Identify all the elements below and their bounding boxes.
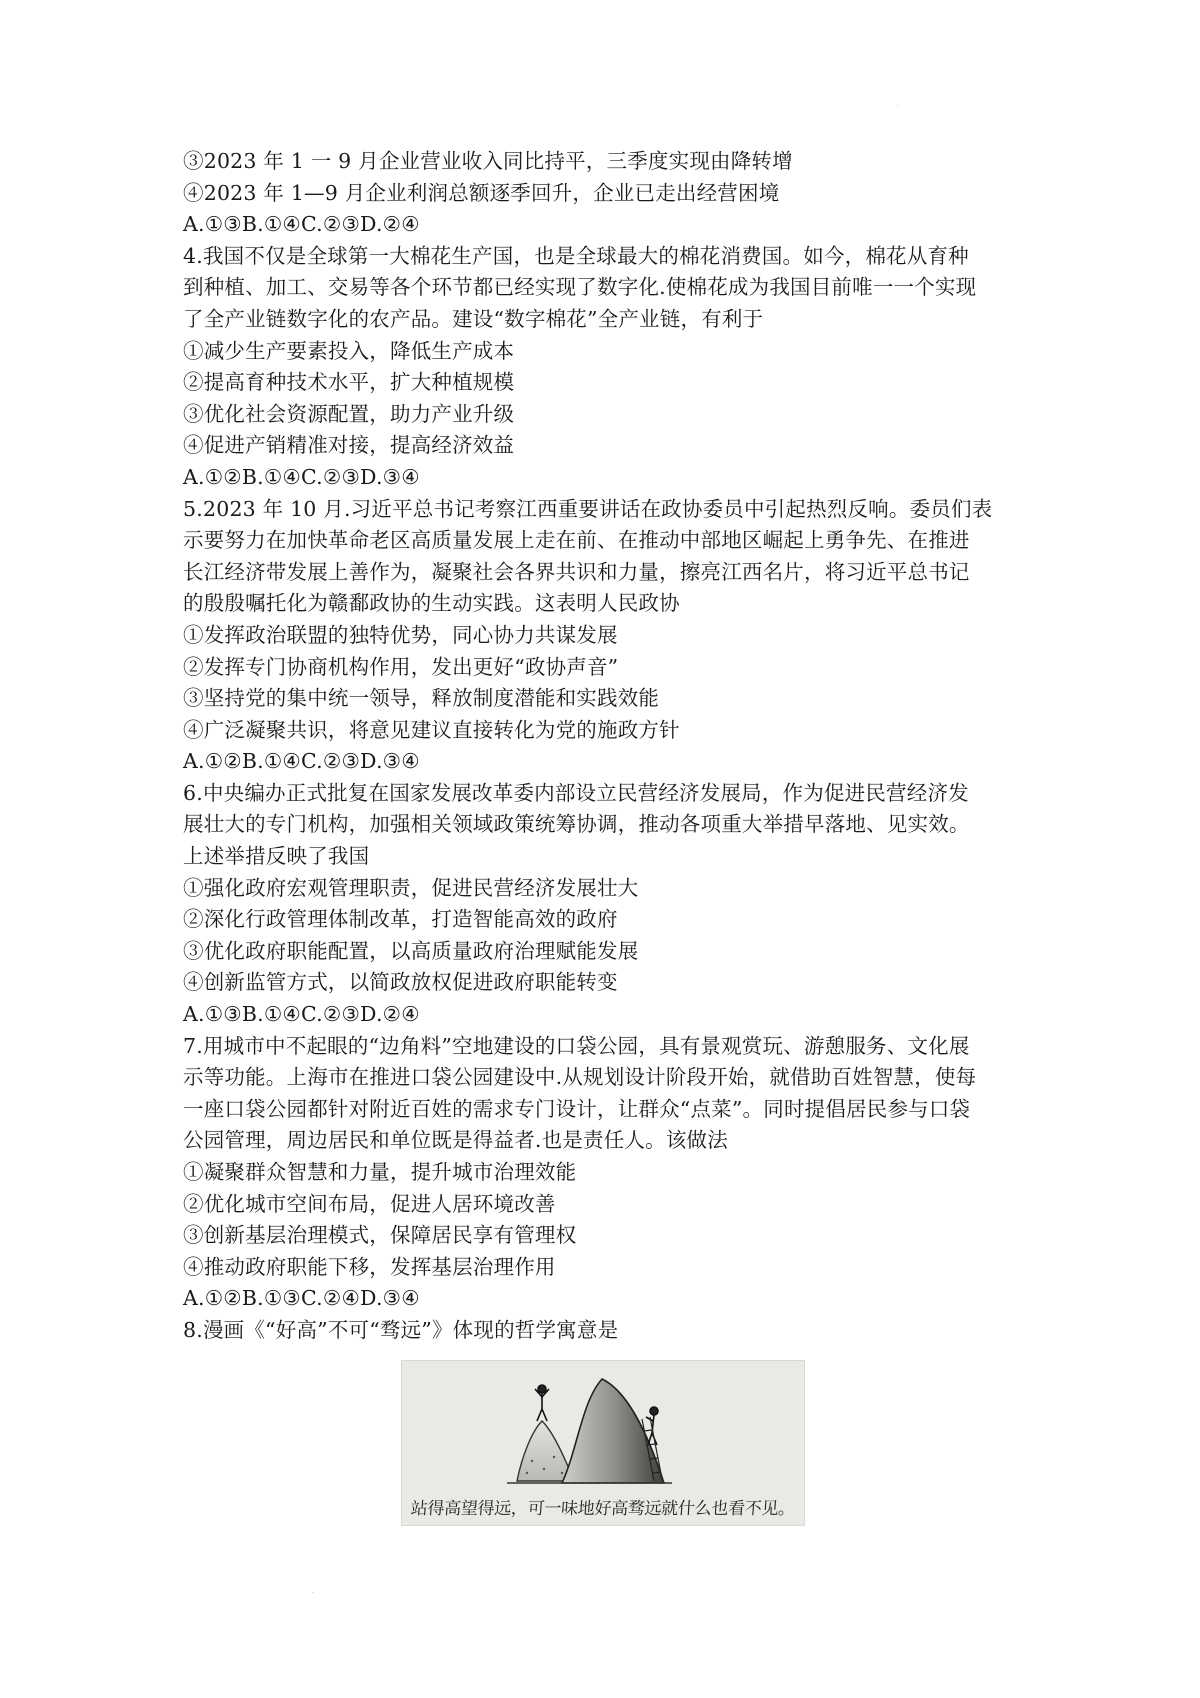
document-body (183, 146, 1033, 1347)
option-item: ③创新基层治理模式，保障居民享有管理权 (183, 1223, 577, 1248)
text-line: 展壮大的专门机构，加强相关领域政策统筹协调，推动各项重大举措早落地、见实效。 (183, 812, 970, 837)
option-item: ①减少生产要素投入，降低生产成本 (183, 338, 515, 363)
question-6-stem: 6.中央编办正式批复在国家发展改革委内部设立民营经济发展局，作为促进民营经济发 (183, 780, 969, 805)
option-item: ①发挥政治联盟的独特优势，同心协力共谋发展 (183, 622, 618, 647)
cartoon-caption: 站得高望得远，可一味地好高骛远就什么也看不见。 (410, 1499, 796, 1519)
answer-options: A.①②B.①④C.②③D.③④ (183, 464, 420, 489)
option-item: ④创新监管方式，以简政放权促进政府职能转变 (183, 970, 618, 995)
cartoon-image (401, 1360, 805, 1526)
answer-options: A.①③B.①④C.②③D.②④ (183, 212, 420, 237)
question-8-stem: 8.漫画《“好高”不可“骛远”》体现的哲学寓意是 (183, 1317, 619, 1342)
text-line: 公园管理，周边居民和单位既是得益者.也是责任人。该做法 (183, 1128, 728, 1153)
option-item: ①强化政府宏观管理职责，促进民营经济发展壮大 (183, 875, 639, 900)
option-item: ②发挥专门协商机构作用，发出更好“政协声音” (183, 654, 619, 679)
question-4-stem: 4.我国不仅是全球第一大棉花生产国，也是全球最大的棉花消费国。如今，棉花从育种 (183, 243, 969, 268)
text-line: 示等功能。上海市在推进口袋公园建设中.从规划设计阶段开始，就借助百姓智慧，使每 (183, 1065, 977, 1090)
option-item: ②提高育种技术水平，扩大种植规模 (183, 370, 515, 395)
option-item: ②优化城市空间布局，促进人居环境改善 (183, 1191, 556, 1216)
answer-options: A.①③B.①④C.②③D.②④ (183, 1002, 420, 1027)
option-item: ④促进产销精准对接，提高经济效益 (183, 433, 515, 458)
scan-speck: · (312, 1590, 314, 1597)
option-item: ④推动政府职能下移，发挥基层治理作用 (183, 1254, 556, 1279)
text-line: ④2023 年 1—9 月企业利润总额逐季回升，企业已走出经营困境 (183, 180, 780, 205)
text-line: 长江经济带发展上善作为，凝聚社会各界共识和力量，擦亮江西名片，将习近平总书记 (183, 559, 970, 584)
option-item: ③优化社会资源配置，助力产业升级 (183, 401, 515, 426)
option-item: ④广泛凝聚共识，将意见建议直接转化为党的施政方针 (183, 717, 680, 742)
text-line: 示要努力在加快革命老区高质量发展上走在前、在推动中部地区崛起上勇争先、在推进 (183, 528, 970, 553)
option-item: ③坚持党的集中统一领导，释放制度潜能和实践效能 (183, 686, 660, 711)
option-item: ③优化政府职能配置，以高质量政府治理赋能发展 (183, 938, 639, 963)
text-line: 的殷殷嘱托化为赣鄱政协的生动实践。这表明人民政协 (183, 591, 680, 616)
option-item: ①凝聚群众智慧和力量，提升城市治理效能 (183, 1160, 577, 1184)
answer-options: A.①②B.①③C.②④D.③④ (183, 1286, 420, 1311)
question-5-stem: 5.2023 年 10 月.习近平总书记考察江西重要讲话在政协委员中引起热烈反响。委员们表 (183, 496, 993, 521)
text-line: 了全产业链数字化的农产品。建设“数字棉花”全产业链，有利于 (183, 306, 764, 331)
text-line: 上述举措反映了我国 (183, 844, 370, 869)
text-line: ③2023 年 1 一 9 月企业营业收入同比持平，三季度实现由降转增 (183, 149, 793, 173)
answer-options: A.①②B.①④C.②③D.③④ (183, 749, 420, 774)
option-item: ②深化行政管理体制改革，打造智能高效的政府 (183, 907, 618, 932)
scan-speck: · (897, 103, 899, 110)
text-line: 一座口袋公园都针对附近百姓的需求专门设计，让群众“点菜”。同时提倡居民参与口袋 (183, 1096, 971, 1121)
text-line: 到种植、加工、交易等各个环节都已经实现了数字化.使棉花成为我国目前唯一一个实现 (183, 275, 977, 300)
question-7-stem: 7.用城市中不起眼的“边角料”空地建设的口袋公园，具有景观赏玩、游憩服务、文化展 (183, 1033, 970, 1058)
